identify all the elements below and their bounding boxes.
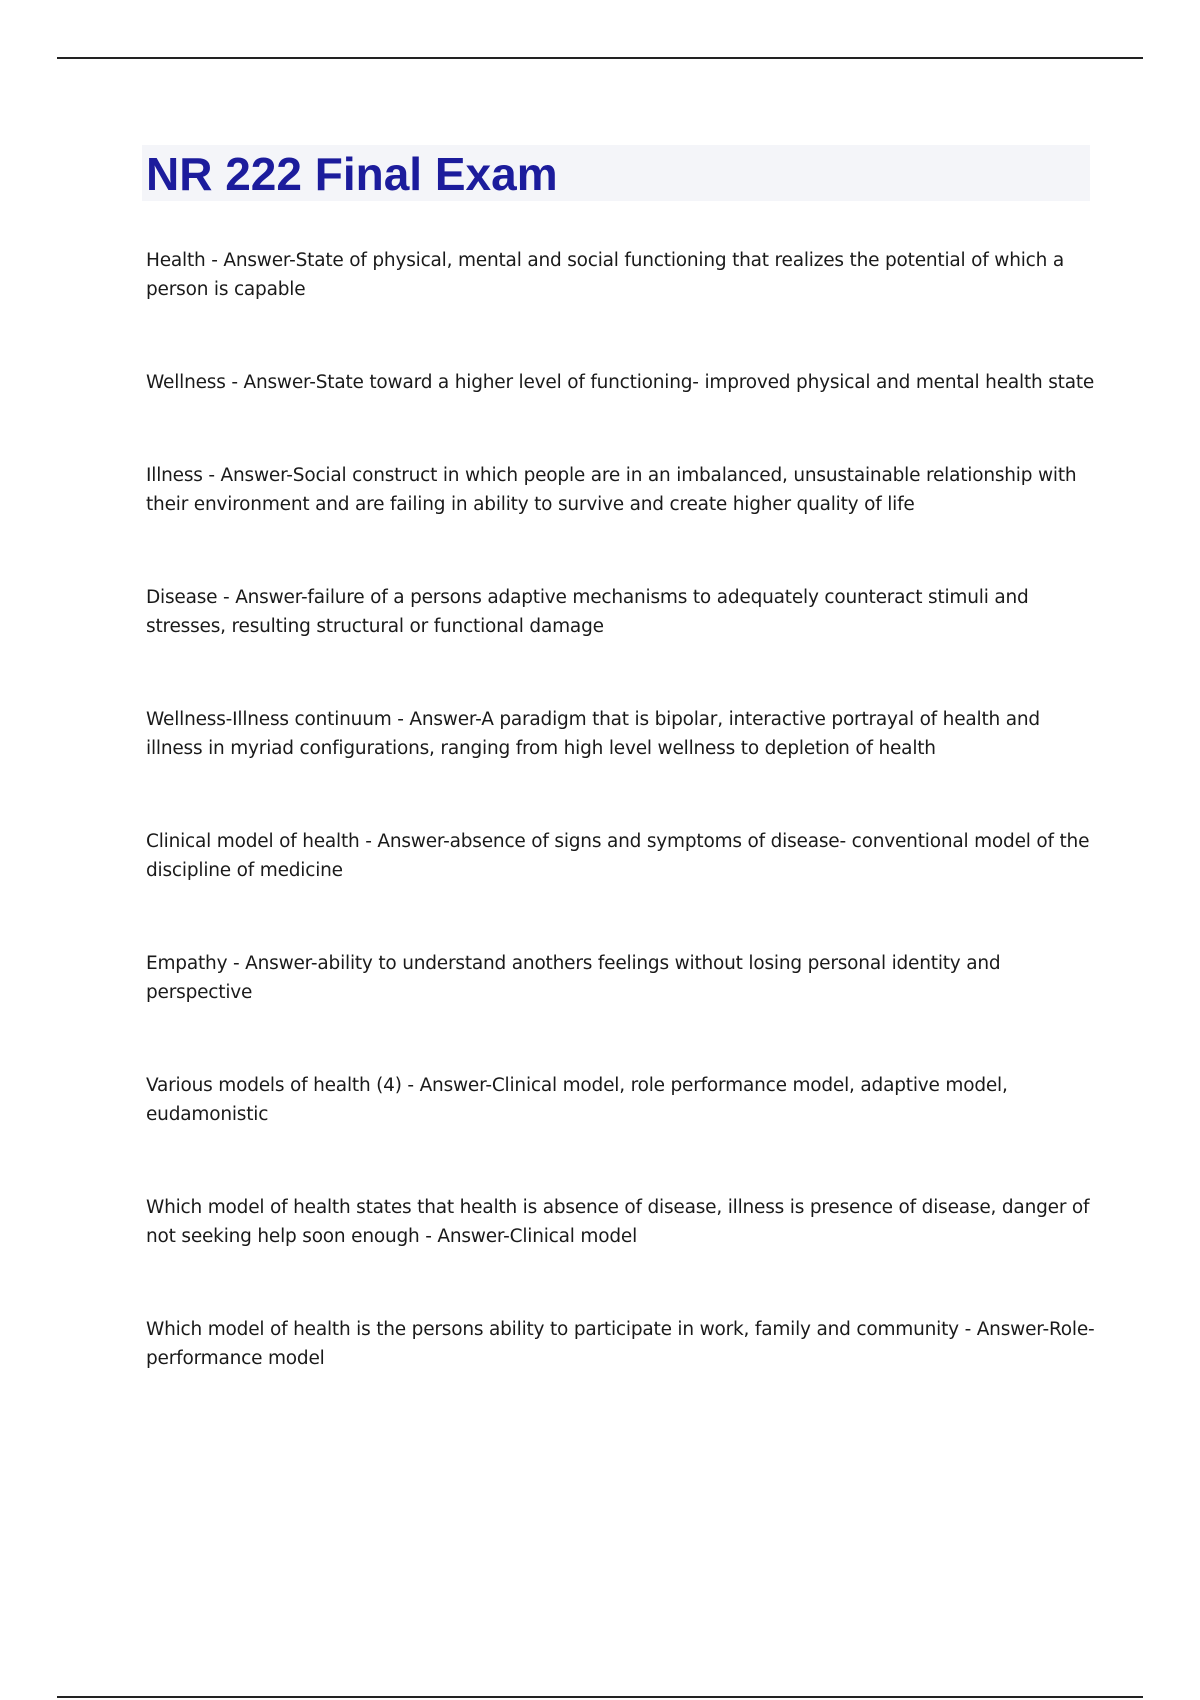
qa-entry-wellness: Wellness - Answer-State toward a higher level of functioning- improved physical and mental health state [146,372,1095,393]
bottom-rule [57,1696,1143,1698]
qa-entry-clinical-model-question: Which model of health states that health is absence of disease, illness is presence of disease, danger of not seeking help soon enough - Answer-Clinical model [146,1197,1090,1247]
document-title: NR 222 Final Exam [146,148,558,200]
qa-entry-clinical-model: Clinical model of health - Answer-absence of signs and symptoms of disease- conventional model of the discipline of medicine [146,831,1090,881]
top-rule [57,57,1143,59]
qa-list [146,246,1096,1437]
qa-entry-various-models: Various models of health (4) - Answer-Clinical model, role performance model, adaptive model, eudamonistic [146,1075,1008,1125]
qa-entry-disease: Disease - Answer-failure of a persons adaptive mechanisms to adequately counteract stimuli and stresses, resulting structural or functional damage [146,587,1029,637]
qa-entry-role-performance-question: Which model of health is the persons ability to participate in work, family and community - Answer-Role-performance model [146,1319,1095,1369]
qa-entry-wellness-illness-continuum: Wellness-Illness continuum - Answer-A paradigm that is bipolar, interactive portrayal of health and illness in myriad configurations, ranging from high level wellness to depletion of health [146,709,1040,759]
qa-entry-illness: Illness - Answer-Social construct in which people are in an imbalanced, unsustainable relationship with their environment and are failing in ability to survive and create higher quality of life [146,465,1077,515]
qa-entry-health: Health - Answer-State of physical, mental and social functioning that realizes the potential of which a person is capable [146,250,1064,300]
qa-entry-empathy: Empathy - Answer-ability to understand anothers feelings without losing personal identity and perspective [146,953,1001,1003]
